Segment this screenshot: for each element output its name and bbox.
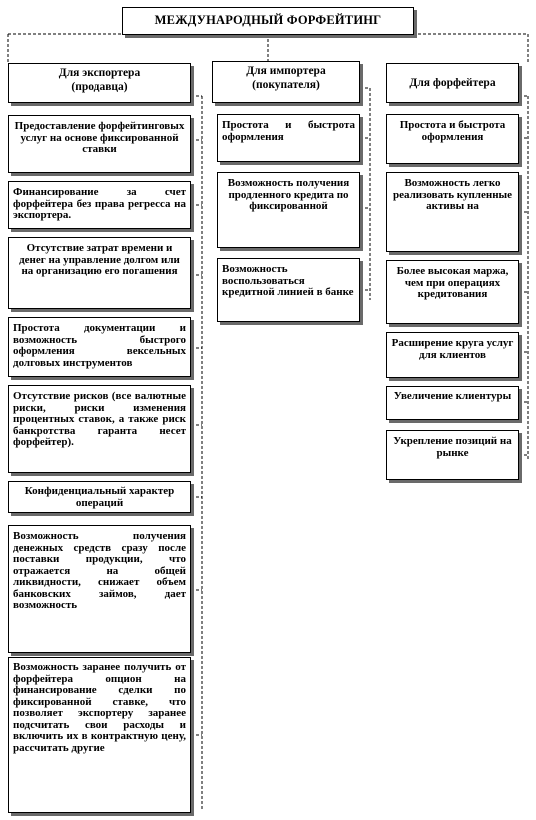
- header-label: Для импортера: [246, 65, 326, 77]
- exporter-item: Возможность получения денежных средств сразу после поставки продукции, что отражается на общей ликвидности, снижает объем банковских займов, дает возможность: [8, 525, 191, 653]
- forfaiter-item: Увеличение клиентуры: [386, 386, 519, 420]
- exporter-item: Отсутствие затрат времени и денег на управление долгом или на организацию его погашения: [8, 237, 191, 309]
- forfaiter-item: Более высокая маржа, чем при операциях кредитования: [386, 260, 519, 324]
- exporter-item: Простота документации и возможность быстрого оформления вексельных долговых инструментов: [8, 317, 191, 377]
- exporter-item: Отсутствие рисков (все валютные риски, риски изменения процентных ставок, а также риск банкротства гаранта несет форфейтер).: [8, 385, 191, 473]
- importer-item: Возможность воспользоваться кредитной линией в банке: [217, 258, 360, 322]
- importer-item: Простота и быстрота оформления: [217, 114, 360, 162]
- importer-item: Возможность получения продленного кредита по фиксированной: [217, 172, 360, 248]
- forfaiter-item: Возможность легко реализовать купленные активы на: [386, 172, 519, 252]
- header-sublabel: (продавца): [71, 81, 128, 93]
- column-header-exporter: [8, 63, 191, 103]
- exporter-item: Предоставление форфейтинговых услуг на основе фиксированной ставки: [8, 115, 191, 173]
- exporter-item: Возможность заранее получить от форфейтера опцион на финансирование сделки по фиксированной ставке, что позволяет экспортеру заранее подсчитать свои расходы и включить их в контрактную цену, рассчитать другие: [8, 657, 191, 813]
- column-header-forfaiter: [386, 63, 519, 103]
- header-label: Для экспортера: [58, 67, 141, 79]
- forfaiter-item: Укрепление позиций на рынке: [386, 430, 519, 480]
- header-label: Для форфейтера: [409, 77, 496, 89]
- forfaiter-item: Расширение круга услуг для клиентов: [386, 332, 519, 378]
- diagram-title: МЕЖДУНАРОДНЫЙ ФОРФЕЙТИНГ: [122, 7, 414, 35]
- header-sublabel: (покупателя): [252, 79, 320, 91]
- forfaiter-item: Простота и быстрота оформления: [386, 114, 519, 164]
- exporter-item: Конфиденциальный характер операций: [8, 481, 191, 513]
- column-header-importer: [212, 61, 360, 103]
- exporter-item: Финансирование за счет форфейтера без права регресса на экспортера.: [8, 181, 191, 229]
